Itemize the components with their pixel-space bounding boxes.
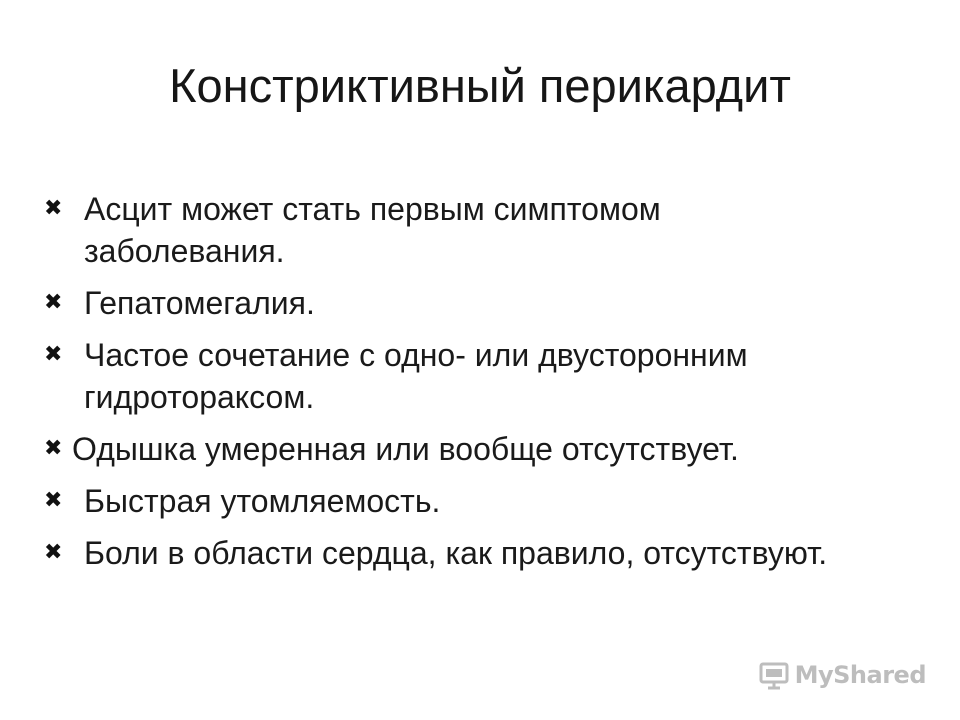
bullet-list: [44, 188, 934, 584]
slide-title: Констриктивный перикардит: [169, 59, 791, 112]
presentation-screen-icon: [759, 660, 789, 690]
bullet-text: Одышка умеренная или вообще отсутствует.: [72, 431, 739, 467]
watermark-text: MyShared: [794, 661, 926, 689]
cross-bullet-icon: ✖: [44, 196, 63, 221]
bullet-text: Гепатомегалия.: [84, 285, 315, 321]
bullet-text: Боли в области сердца, как правило, отсутствуют.: [84, 535, 828, 571]
cross-bullet-icon: ✖: [44, 290, 63, 315]
bullet-text: Быстрая утомляемость.: [84, 483, 441, 519]
bullet-item: [44, 282, 934, 324]
bullet-item: [44, 334, 934, 418]
cross-bullet-icon: ✖: [44, 488, 63, 513]
bullet-item: [44, 532, 934, 574]
bullet-text: Асцит может стать первым симптомом заболевания.: [84, 191, 661, 269]
cross-bullet-icon: ✖: [44, 540, 63, 565]
cross-bullet-icon: ✖: [44, 436, 63, 461]
bullet-text: Частое сочетание с одно- или двусторонним гидротораксом.: [84, 337, 748, 415]
bullet-item: [44, 428, 934, 470]
bullet-item: [44, 188, 934, 272]
cross-bullet-icon: ✖: [44, 342, 63, 367]
bullet-item: [44, 480, 934, 522]
watermark-logo: [759, 660, 926, 690]
